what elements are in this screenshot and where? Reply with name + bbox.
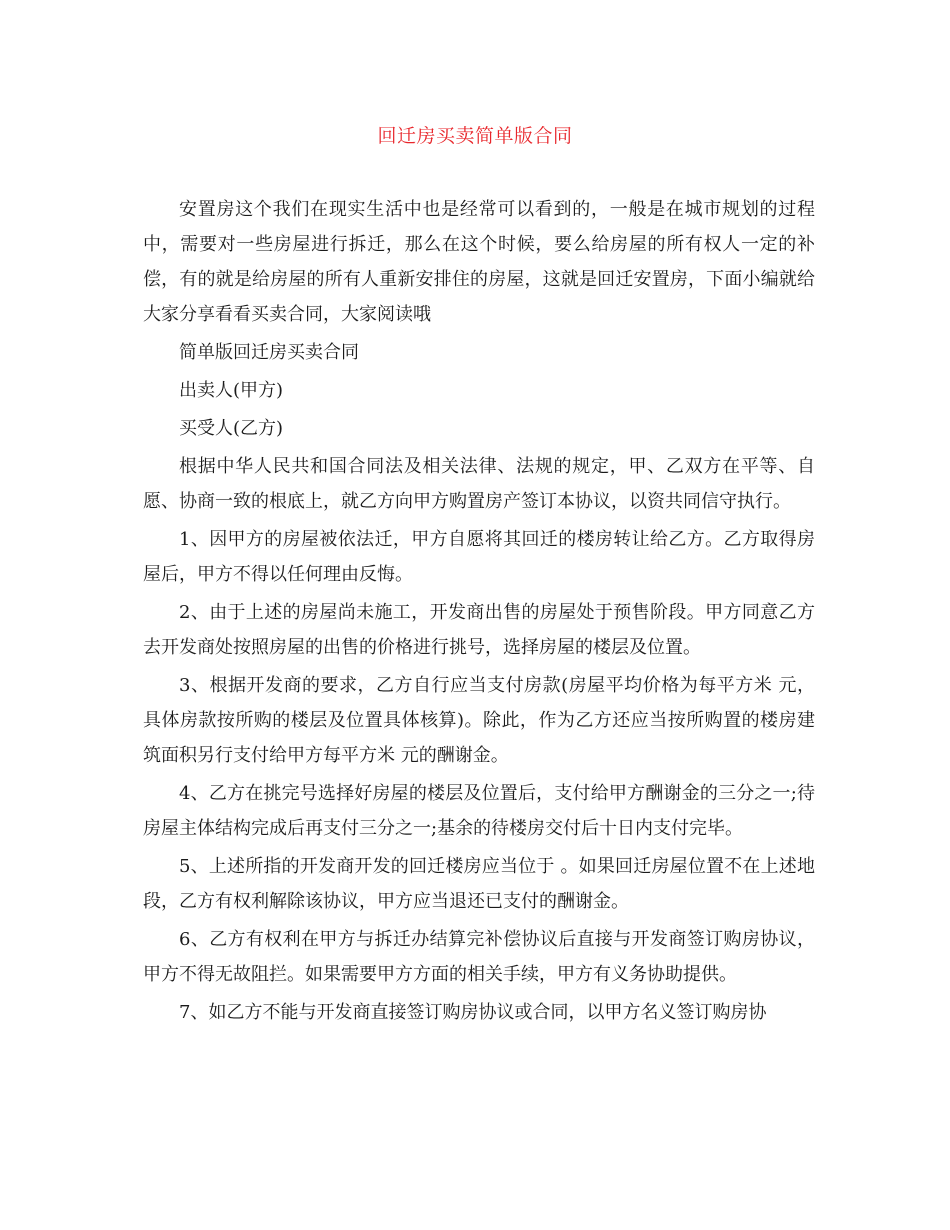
paragraph-clause-6: 6、乙方有权利在甲方与拆迁办结算完补偿协议后直接与开发商签订购房协议，甲方不得无故阻拦。如果需要甲方方面的相关手续，甲方有义务协助提供。: [143, 929, 815, 985]
paragraph-buyer: 买受人(乙方): [179, 418, 284, 439]
document-title: 回迁房买卖简单版合同: [377, 125, 573, 147]
paragraph-subtitle: 简单版回迁房买卖合同: [179, 342, 359, 363]
paragraph-clause-2: 2、由于上述的房屋尚未施工，开发商出售的房屋处于预售阶段。甲方同意乙方去开发商处按照房屋的出售的价格进行挑号，选择房屋的楼层及位置。: [143, 602, 815, 658]
document-body: [143, 192, 815, 1030]
paragraph-clause-4: 4、乙方在挑完号选择好房屋的楼层及位置后，支付给甲方酬谢金的三分之一;待房屋主体结构完成后再支付三分之一;基余的待楼房交付后十日内支付完毕。: [143, 783, 815, 839]
paragraph-clause-5: 5、上述所指的开发商开发的回迁楼房应当位于 。如果回迁房屋位置不在上述地段，乙方有权利解除该协议，甲方应当退还已支付的酬谢金。: [143, 856, 815, 912]
paragraph-seller: 出卖人(甲方): [179, 380, 284, 401]
paragraph-clause-7: 7、如乙方不能与开发商直接签订购房协议或合同，以甲方名义签订购房协: [179, 1002, 767, 1023]
paragraph-preamble: 根据中华人民共和国合同法及相关法律、法规的规定，甲、乙双方在平等、自愿、协商一致的根底上，就乙方向甲方购置房产签订本协议，以资共同信守执行。: [143, 456, 815, 512]
paragraph-clause-3: 3、根据开发商的要求，乙方自行应当支付房款(房屋平均价格为每平方米 元，具体房款按所购的楼层及位置具体核算)。除此，作为乙方还应当按所购置的楼房建筑面积另行支付给甲方每平方米 元的酬谢金。: [143, 675, 815, 766]
paragraph-intro: 安置房这个我们在现实生活中也是经常可以看到的，一般是在城市规划的过程中，需要对一些房屋进行拆迁，那么在这个时候，要么给房屋的所有权人一定的补偿，有的就是给房屋的所有人重新安排住的房屋，这就是回迁安置房，下面小编就给大家分享看看买卖合同，大家阅读哦: [143, 199, 815, 325]
paragraph-clause-1: 1、因甲方的房屋被依法迁，甲方自愿将其回迁的楼房转让给乙方。乙方取得房屋后，甲方不得以任何理由反悔。: [143, 529, 815, 585]
